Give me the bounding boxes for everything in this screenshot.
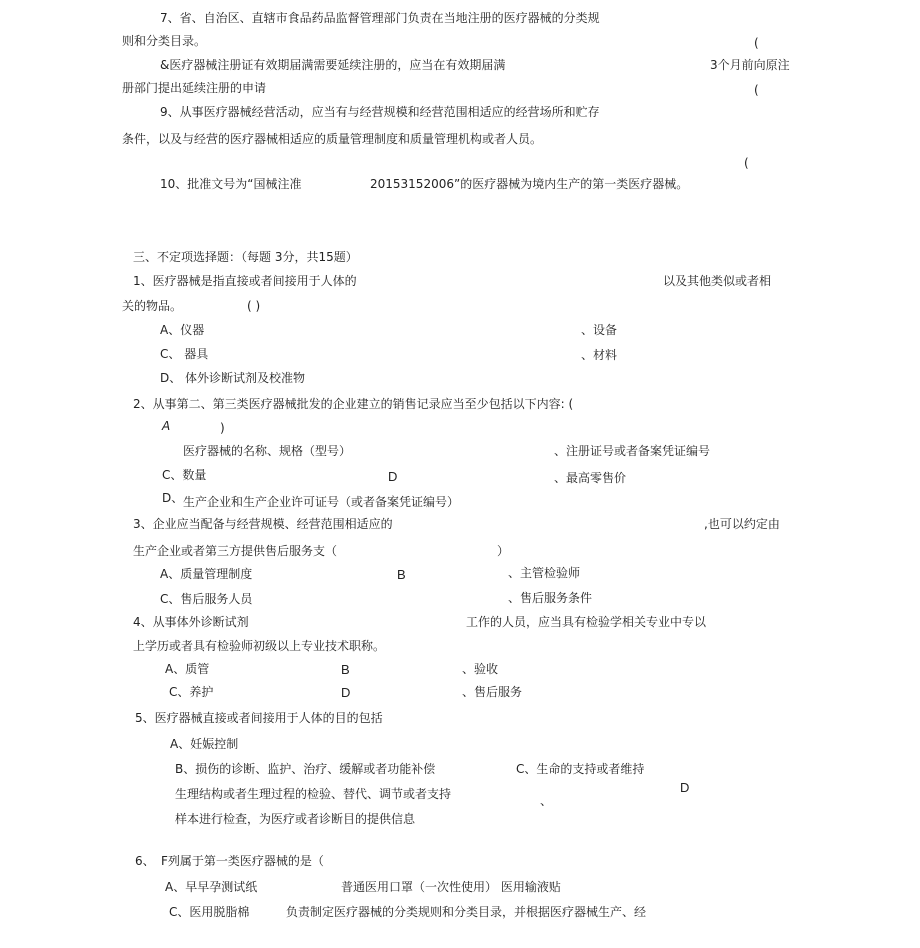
section3-heading: 三、不定项选择题：（每题 3分，共15题） [133,250,358,264]
q1-option-b: 、设备 [581,323,618,337]
q4-option-b-letter: B [341,662,350,677]
q8-line1-b: 3个月前向原注 [710,58,790,72]
q2-option-c: C、数量 [162,468,207,482]
q4-option-b-text: 、验收 [462,662,499,676]
q1-option-d2: D、 体外诊断试剂及校准物 [160,371,306,385]
q6-option-a-continuation: 普通医用口罩（一次性使用） 医用输液贴 [341,880,561,894]
q9-line2: 条件，以及与经营的医疗器械相适应的质量管理制度和质量管理机构或者人员。 [122,132,543,146]
q4-option-d-letter: D [341,685,351,700]
q1-stem-b: 以及其他类似或者相 [663,274,772,288]
q6-option-a: A、早早孕测试纸 [165,880,258,894]
q5-option-line3: 生理结构或者生理过程的检验、替代、调节或者支持 [175,787,452,801]
q4-option-d-text: 、售后服务 [462,685,523,699]
q4-option-a: A、质管 [165,662,210,676]
q2-stem: 2、从事第二、第三类医疗器械批发的企业建立的销售记录应当至少包括以下内容: ( [133,397,574,411]
q7-line2: 则和分类目录。 [122,34,207,48]
q5-option-b: B、损伤的诊断、监护、治疗、缓解或者功能补偿 [175,762,436,776]
q5-option-c: C、生命的支持或者维持 [516,762,645,776]
q4-stem-a: 4、从事体外诊断试剂 [133,615,249,629]
q1-option-a: A、仪器 [160,323,205,337]
q10-text-a: 10、批准文号为“国械注准 [160,177,302,191]
q1-answer-paren: ( ) [247,299,261,313]
q3-option-a: A、质量管理制度 [160,567,253,581]
q4-stem-b: 工作的人员，应当具有检验学相关专业中专以 [466,615,707,629]
q3-stem-line2: 生产企业或者第三方提供售后服务支（ [133,544,338,558]
q5-option-a: A、妊娠控制 [170,737,239,751]
q3-answer-paren-close: ） [497,544,510,558]
q9-line1: 9、从事医疗器械经营活动，应当有与经营规模和经营范围相适应的经营场所和贮存 [160,105,600,119]
q5-stem: 5、医疗器械直接或者间接用于人体的目的包括 [135,711,383,725]
q8-line1-a: &医疗器械注册证有效期届满需要延续注册的，应当在有效期届满 [160,58,506,72]
q4-stem-line2: 上学历或者具有检验师初级以上专业技术职称。 [133,639,386,653]
q6-stem: F列属于第一类医疗器械的是（ [161,854,324,868]
q2-answer-paren-close: ) [220,421,225,435]
q10-text-b: 20153152006”的医疗器械为境内生产的第一类医疗器械。 [370,177,689,191]
q6-option-c-continuation: 负责制定医疗器械的分类规则和分类目录，并根据医疗器械生产、经 [286,905,647,919]
q5-option-separator: 、 [540,794,553,808]
q2-option-a-text: 医疗器械的名称、规格（型号） [183,444,352,458]
q2-option-d-letter: D [388,469,398,484]
q4-option-c: C、养护 [169,685,214,699]
q2-option-d-text: 、最高零售价 [554,471,627,485]
q3-option-b-text: 、主管检验师 [508,566,581,580]
q1-stem-a: 1、医疗器械是指直接或者间接用于人体的 [133,274,357,288]
q8-answer-paren: ( [754,83,759,97]
q7-answer-paren: ( [754,36,759,50]
q1-stem-line2: 关的物品。 [122,299,183,313]
q6-number: 6、 [135,854,155,868]
q3-option-d-text: 、售后服务条件 [508,591,593,605]
q3-option-c: C、售后服务人员 [160,592,253,606]
q2-option-d2-text: 生产企业和生产企业许可证号（或者备案凭证编号） [183,495,460,509]
q3-stem-b: ,也可以约定由 [704,517,780,531]
q5-option-d-letter: D [680,780,690,795]
q9-answer-paren: ( [744,156,749,170]
q1-option-c: C、 器具 [160,347,209,361]
q3-stem-a: 3、企业应当配备与经营规模、经营范围相适应的 [133,517,393,531]
q7-line1: 7、省、自治区、直辖市食品药品监督管理部门负责在当地注册的医疗器械的分类规 [160,11,600,25]
q6-option-c: C、医用脱脂棉 [169,905,250,919]
q2-option-d2-letter: D、 [162,491,184,505]
q1-option-d: 、材料 [581,348,618,362]
q2-option-a-letter: A [162,419,171,433]
q2-option-b-text: 、注册证号或者备案凭证编号 [554,444,711,458]
q3-option-b-letter: B [397,567,406,582]
q8-line2: 册部门提出延续注册的申请 [122,81,267,95]
q5-option-line4: 样本进行检查，为医疗或者诊断目的提供信息 [175,812,416,826]
